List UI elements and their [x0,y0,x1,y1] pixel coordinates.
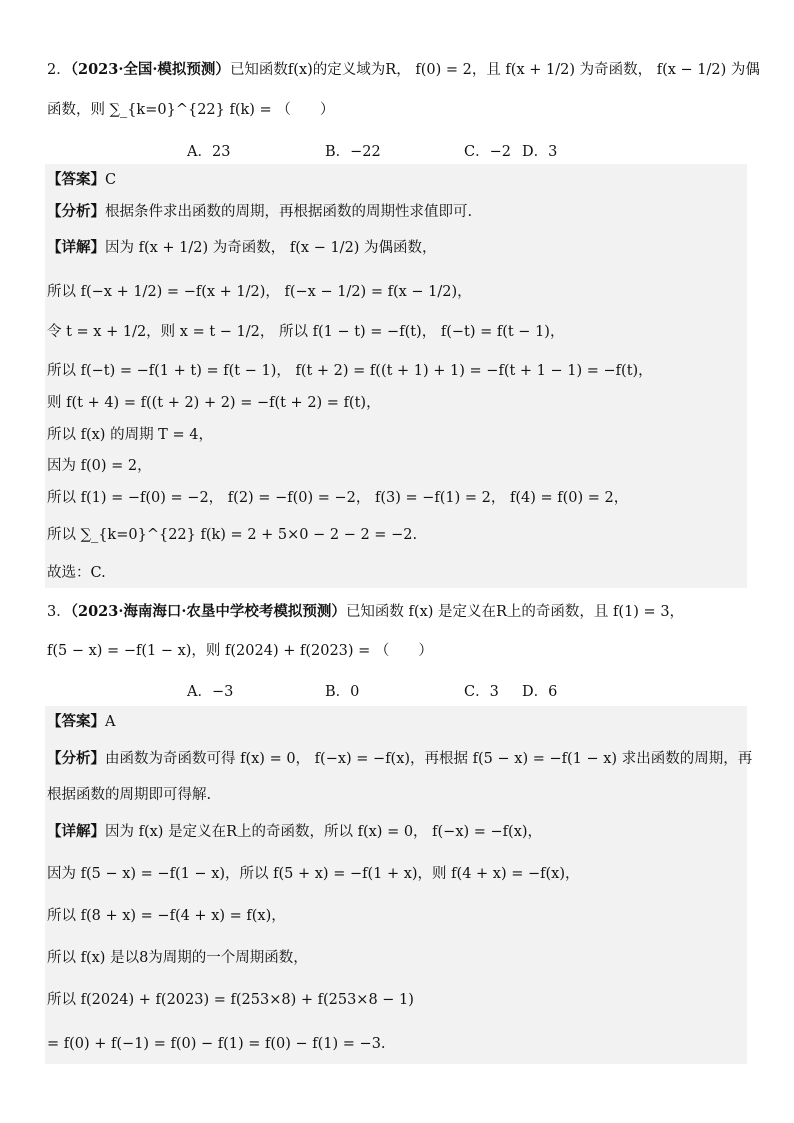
q2-stem-1: 已知函数f(x)的定义域为R， f(0) = 2，且 f(x + 1/2) 为奇函数， f(x − 1/2) 为偶 [229,62,760,78]
q2-answer-value: C [105,172,117,188]
q2-analysis-text: 根据条件求出函数的周期，再根据函数的周期性求值即可. [105,204,473,220]
q2-detail-line-6: 所以 f(x) 的周期 T = 4， [47,427,213,443]
q3-option-d: D．6 [522,684,558,700]
q2-detail-line-2: 所以 f(−x + 1/2) = −f(x + 1/2)， f(−x − 1/2) = f(x − 1/2)， [47,284,472,300]
q3-detail-line-4: 所以 f(x) 是以8为周期的一个周期函数， [47,950,308,966]
q3-detail-line-1 [47,822,542,842]
q3-option-c: C．3 [464,684,499,700]
q2-stem-2: 函数，则 ∑_{k=0}^{22} f(k) = （ ） [47,102,335,118]
q3-detail-tag: 【详解】 [47,823,105,840]
q2-detail-line-7: 因为 f(0) = 2， [47,458,152,474]
q2-detail-text-1: 因为 f(x + 1/2) 为奇函数， f(x − 1/2) 为偶函数， [105,240,437,256]
q2-detail-line-9: 所以 ∑_{k=0}^{22} f(k) = 2 + 5×0 − 2 − 2 = −2. [47,527,418,543]
q3-option-b: B．0 [325,684,360,700]
q3-detail-line-3: 所以 f(8 + x) = −f(4 + x) = f(x)， [47,908,286,924]
q3-stem-1: 已知函数 f(x) 是定义在R上的奇函数，且 f(1) = 3， [345,604,685,620]
q3-stem-line-2: f(5 − x) = −f(1 − x)，则 f(2024) + f(2023) = （ ） [47,643,433,659]
q2-option-c: C．−2 [464,144,511,160]
q2-analysis [47,202,472,222]
q3-analysis-line-1 [47,749,752,769]
q2-detail-line-1 [47,238,437,258]
q2-option-a: A．23 [187,144,231,160]
q2-answer [47,170,116,190]
q3-number: 3． [47,604,71,620]
q3-detail-text-1: 因为 f(x) 是定义在R上的奇函数，所以 f(x) = 0， f(−x) = −f(x)， [105,824,543,840]
q2-option-b: B．−22 [325,144,381,160]
q3-detail-line-2: 因为 f(5 − x) = −f(1 − x)，所以 f(5 + x) = −f(1 + x)，则 f(4 + x) = −f(x)， [47,866,580,882]
q2-detail-line-10: 故选：C. [47,565,106,581]
q3-stem-line-1 [47,602,684,622]
q2-detail-line-4: 所以 f(−t) = −f(1 + t) = f(t − 1)， f(t + 2) = f((t + 1) + 1) = −f(t + 1 − 1) = −f(t)， [47,363,653,379]
q2-detail-tag: 【详解】 [47,239,105,256]
q3-detail-line-5: 所以 f(2024) + f(2023) = f(253×8) + f(253×8 − 1) [47,992,414,1008]
q2-detail-line-5: 则 f(t + 4) = f((t + 2) + 2) = −f(t + 2) = f(t)， [47,395,381,411]
q3-analysis-text-1: 由函数为奇函数可得 f(x) = 0， f(−x) = −f(x)，再根据 f(5 − x) = −f(1 − x) 求出函数的周期，再 [105,751,753,767]
q2-detail-line-8: 所以 f(1) = −f(0) = −2， f(2) = −f(0) = −2， f(3) = −f(1) = 2， f(4) = f(0) = 2， [47,490,629,506]
q2-option-d: D．3 [522,144,558,160]
q3-answer [47,712,115,732]
q3-detail-line-6: = f(0) + f(−1) = f(0) − f(1) = f(0) − f(1) = −3. [47,1036,386,1052]
q2-analysis-tag: 【分析】 [47,203,105,220]
q3-source: （2023·海南海口·农垦中学校考模拟预测） [70,603,346,620]
q2-stem-line-1 [47,60,760,80]
q2-answer-tag: 【答案】 [47,171,105,188]
q3-analysis-tag: 【分析】 [47,750,105,767]
q2-source: （2023·全国·模拟预测） [70,61,230,78]
q3-analysis-line-2: 根据函数的周期即可得解. [47,787,212,803]
q2-number: 2． [47,62,71,78]
q3-answer-tag: 【答案】 [47,713,105,730]
q2-detail-line-3: 令 t = x + 1/2，则 x = t − 1/2， 所以 f(1 − t) = −f(t)， f(−t) = f(t − 1)， [47,324,565,340]
q3-answer-value: A [105,714,116,730]
q3-option-a: A．−3 [187,684,234,700]
q2-stem-line-2 [47,100,334,120]
